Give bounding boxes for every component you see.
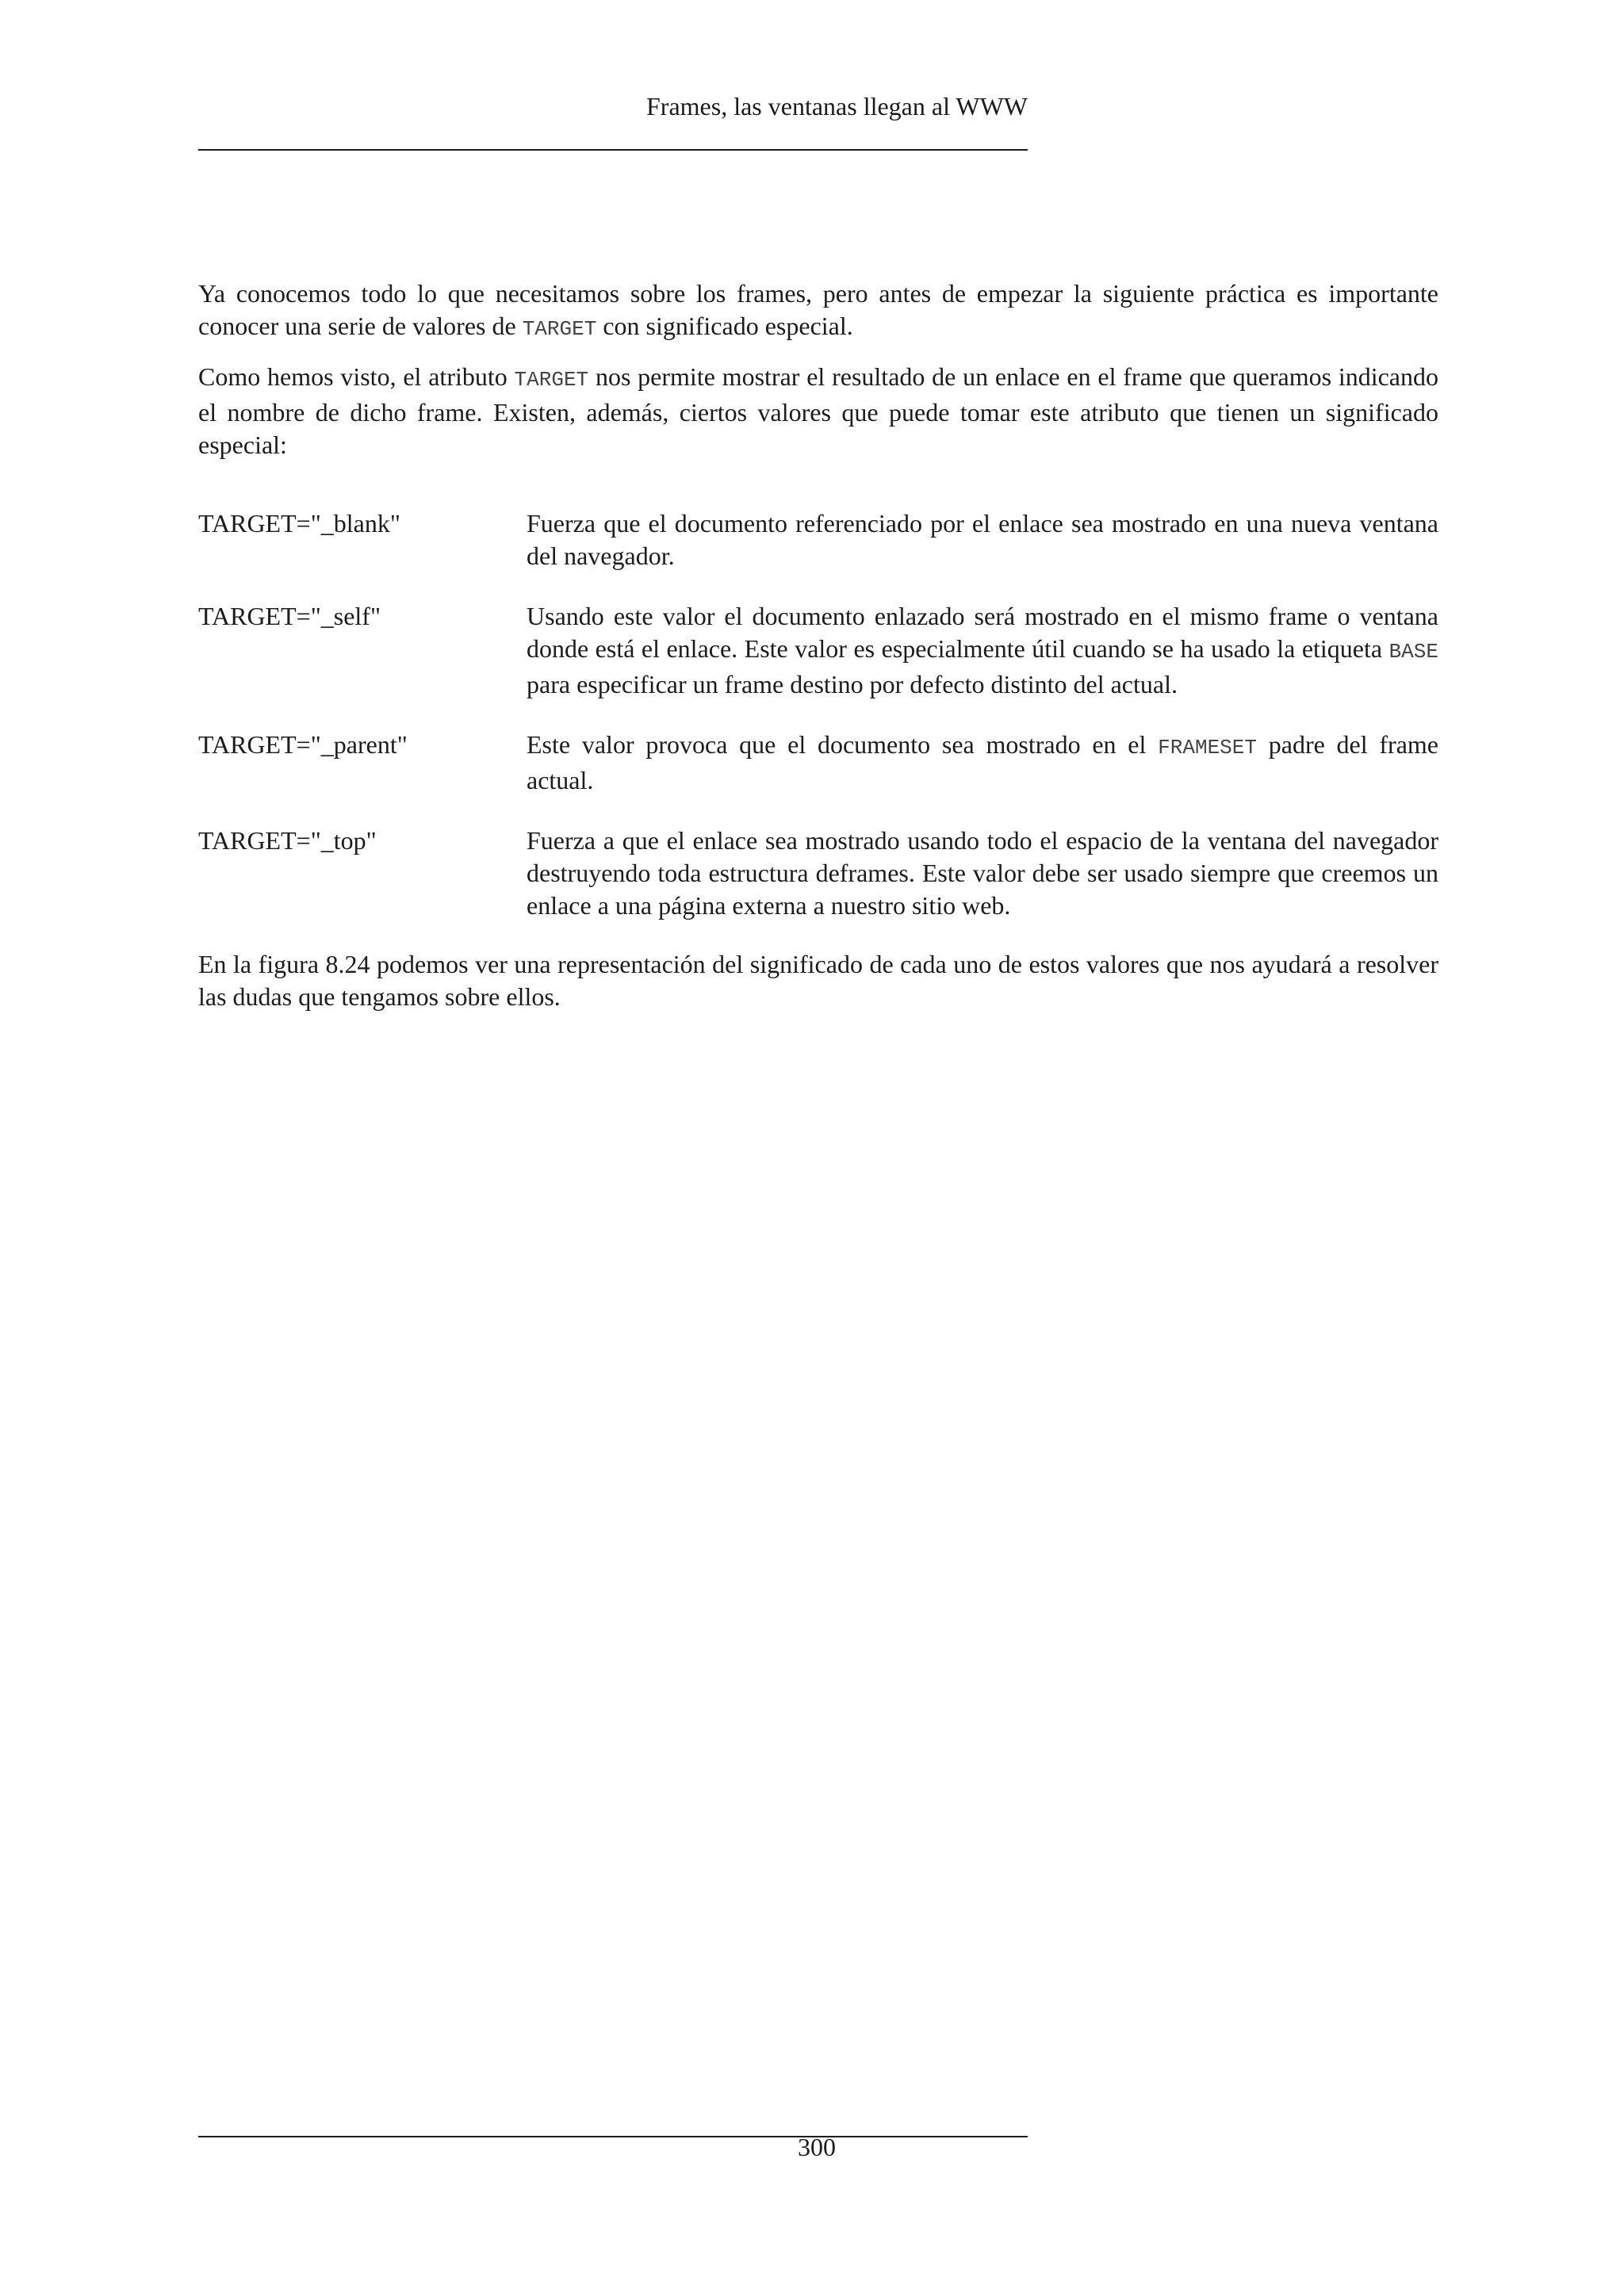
code-target: TARGET — [522, 317, 597, 341]
running-header-title: Frames, las ventanas llegan al WWW — [645, 92, 1028, 121]
target-top-description: Fuerza a que el enlace sea mostrado usando todo el espacio de la ventana del navegador destruyendo toda estructura deframes. Este valor debe ser usado siempre que creemos un enlace a una página externa a nuestro sitio web. — [527, 826, 1438, 920]
page-number: 300 — [798, 2133, 836, 2161]
target-parent-term: TARGET="_parent" — [198, 730, 408, 759]
target-parent-description — [527, 729, 1438, 797]
footer-rule — [198, 2136, 1028, 2137]
target-parent-description-start: Este valor provoca que el documento sea mostrado en el — [527, 730, 1159, 759]
closing-paragraph: En la figura 8.24 podemos ver una representación del significado de cada uno de estos valores que nos ayudará a resolver las dudas que tengamos sobre ellos. — [198, 950, 1438, 1011]
target-parent-entry — [198, 729, 1438, 797]
header-rule — [198, 149, 1028, 151]
target-self-entry — [198, 600, 1438, 701]
intro-paragraph-2-text-end: nos permite mostrar el resultado de un enlace en el frame que queramos indicando el nombre de dicho frame. Existen, además, ciertos valores que puede tomar este atributo que tienen un significado especial: — [198, 362, 1439, 459]
intro-paragraph-2-text-start: Como hemos visto, el atributo — [198, 362, 515, 391]
code-base: BASE — [1388, 640, 1438, 664]
page-body — [198, 277, 1438, 1028]
target-self-term: TARGET="_self" — [198, 602, 381, 630]
target-self-description-start: Usando este valor el documento enlazado será mostrado en el mismo frame o ventana donde está el enlace. Este valor es especialmente útil cuando se ha usado la etiqueta — [527, 602, 1438, 663]
intro-paragraph-1-text-start: Ya conocemos todo lo que necesitamos sobre los frames, pero antes de empezar la siguiente práctica es importante conocer una serie de valores de — [198, 279, 1438, 340]
code-target: TARGET — [514, 368, 589, 392]
target-blank-entry — [198, 507, 1438, 572]
target-top-entry — [198, 825, 1438, 922]
code-frameset: FRAMESET — [1158, 736, 1257, 760]
target-self-description — [527, 600, 1438, 701]
target-parent-description-end: padre del frame actual. — [527, 730, 1439, 794]
target-blank-term: TARGET="_blank" — [198, 509, 400, 538]
intro-paragraph-1-text-end: con significado especial. — [596, 312, 853, 340]
target-top-term: TARGET="_top" — [198, 826, 377, 855]
target-blank-description: Fuerza que el documento referenciado por el enlace sea mostrado en una nueva ventana del navegador. — [527, 509, 1438, 570]
intro-paragraph-2 — [198, 361, 1438, 461]
target-self-description-end: para especificar un frame destino por defecto distinto del actual. — [527, 670, 1178, 698]
target-values-list — [198, 507, 1438, 922]
intro-paragraph-1 — [198, 277, 1438, 346]
